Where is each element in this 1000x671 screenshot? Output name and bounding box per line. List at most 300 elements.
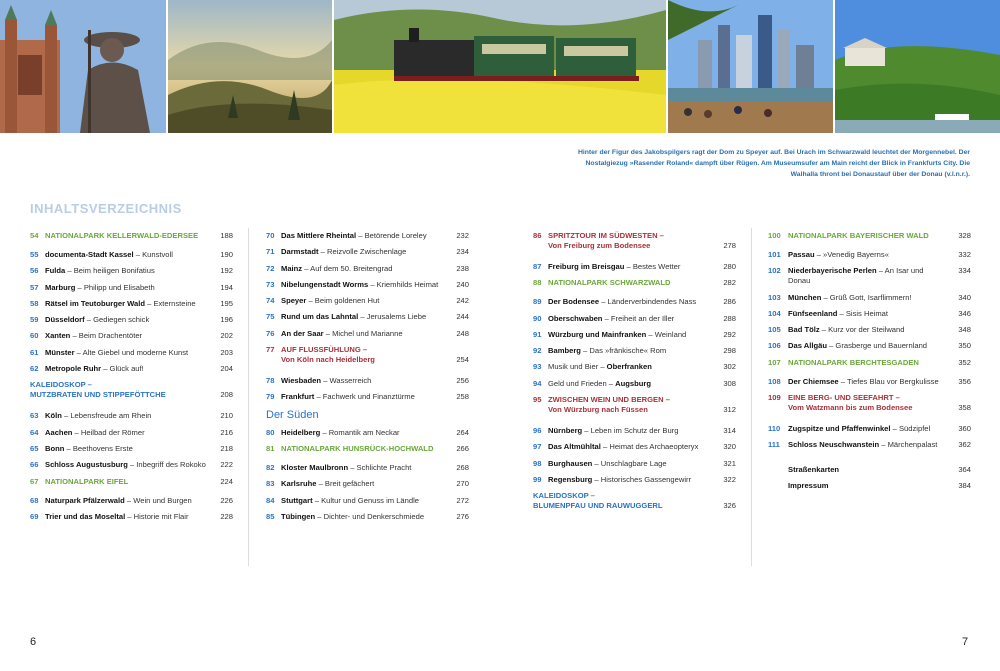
entry-subtitle: – Wasserreich	[321, 376, 372, 386]
entry-subtitle: – Sisis Heimat	[837, 308, 889, 318]
entry-subtitle: – Unschlagbare Lage	[592, 458, 667, 468]
entry-subtitle: Von Würzburg nach Füssen	[548, 405, 648, 415]
photo-black-forest-fog	[168, 0, 332, 133]
entry-subtitle: – Heimat des Archaeopteryx	[600, 442, 699, 452]
entry-main-title: Niederbayerische Perlen	[788, 266, 877, 276]
entry-number: 78	[266, 376, 275, 386]
toc-entry[interactable]	[30, 315, 233, 325]
entry-title	[45, 460, 233, 470]
toc-entry[interactable]	[30, 266, 233, 276]
entry-title	[45, 250, 233, 260]
toc-entry[interactable]	[768, 440, 971, 450]
entry-title	[45, 348, 233, 358]
entry-title	[281, 376, 469, 386]
entry-subtitle: BLUMENPFAU UND RAUWUGGERL	[533, 501, 663, 511]
toc-entry[interactable]	[533, 330, 736, 340]
entry-subtitle: – Romantik am Neckar	[320, 427, 400, 437]
entry-number: 57	[30, 282, 39, 292]
entry-number: 80	[266, 427, 275, 437]
toc-entry[interactable]	[266, 512, 469, 522]
entry-page-number: 348	[958, 325, 971, 335]
toc-title: INHALTSVERZEICHNIS	[30, 201, 182, 216]
entry-subtitle: – Kriemhilds Heimat	[368, 279, 439, 289]
entry-page-number: 238	[456, 263, 469, 273]
entry-page-number: 332	[958, 250, 971, 259]
entry-main-title: Wiesbaden	[281, 376, 322, 386]
entry-title	[281, 444, 469, 454]
entry-title	[281, 280, 469, 290]
entry-number: 94	[533, 378, 542, 388]
toc-entry[interactable]	[266, 428, 469, 438]
toc-entry[interactable]	[533, 314, 736, 324]
entry-number: 85	[266, 511, 275, 521]
toc-entry[interactable]	[30, 364, 233, 374]
page-number-right: 7	[962, 636, 969, 648]
entry-subtitle: – Grasberge und Bauernland	[826, 341, 928, 351]
photo-caption: Hinter der Figur des Jakobspilgers ragt der Dom zu Speyer auf. Bei Urach im Schwarzwald leuchtet der Morgennebel. Der Nostalgiezug »Rasender Roland« dampft über Rügen. Am Museumsufer am Main reicht der Blick in Frankfurts City. Die Walhalla thront bei Donaustauf über der Donau (v.l.n.r.).	[577, 149, 970, 178]
toc-entry[interactable]	[30, 477, 233, 487]
toc-entry[interactable]	[768, 358, 971, 368]
toc-entry[interactable]	[30, 428, 233, 438]
toc-entry[interactable]	[266, 496, 469, 506]
entry-title	[281, 247, 469, 257]
entry-title	[281, 345, 469, 365]
entry-number: 84	[266, 495, 275, 505]
entry-main-title: Der Bodensee	[548, 297, 600, 307]
entry-title	[788, 293, 971, 303]
entry-title	[45, 444, 233, 454]
entry-title	[788, 393, 971, 413]
entry-subtitle: – Wein und Burgen	[124, 495, 192, 505]
entry-title	[281, 463, 469, 473]
entry-page-number: 282	[723, 278, 736, 288]
entry-title	[281, 264, 469, 274]
entry-number: 90	[533, 313, 542, 323]
entry-subtitle: – Schlichte Pracht	[348, 462, 412, 472]
entry-number: 61	[30, 347, 39, 357]
entry-page-number: 358	[958, 403, 971, 413]
toc-entry[interactable]	[30, 512, 233, 522]
entry-title	[281, 296, 469, 306]
toc-entry[interactable]	[768, 309, 971, 319]
entry-subtitle: – Weinland	[646, 329, 687, 339]
toc-entry[interactable]	[768, 266, 971, 286]
entry-page-number: 276	[456, 511, 469, 521]
entry-title	[548, 395, 736, 415]
entry-page-number: 292	[723, 329, 736, 339]
entry-subtitle: – Beim heiligen Bonifatius	[65, 266, 155, 276]
entry-title	[548, 330, 736, 340]
entry-title	[548, 379, 736, 389]
entry-subtitle: – Alte Giebel und moderne Kunst	[74, 347, 189, 357]
entry-main-title: Speyer	[281, 296, 307, 306]
entry-number: 83	[266, 479, 275, 489]
entry-number: 73	[266, 279, 275, 289]
entry-subtitle: – Auf dem 50. Breitengrad	[302, 263, 393, 273]
toc-entry[interactable]	[768, 341, 971, 351]
entry-page-number: 352	[958, 357, 971, 367]
entry-title	[788, 309, 971, 319]
photo-strip	[0, 0, 1000, 133]
entry-title	[548, 314, 736, 324]
entry-page-number: 312	[723, 405, 736, 415]
entry-title	[45, 496, 233, 506]
entry-main-title: Geld und Frieden –	[548, 378, 616, 388]
entry-main-title: Straßenkarten	[788, 464, 840, 474]
entry-subtitle: – Reizvolle Zwischenlage	[318, 247, 407, 257]
toc-entry[interactable]	[768, 293, 971, 303]
entry-main-title: Schloss Neuschwanstein	[788, 440, 880, 450]
toc-entry[interactable]	[30, 380, 233, 400]
entry-number: 75	[266, 312, 275, 322]
entry-number: 108	[768, 376, 781, 386]
entry-page-number: 334	[958, 266, 971, 276]
entry-subtitle: – Kunstvoll	[133, 250, 173, 259]
entry-title	[788, 325, 971, 335]
entry-page-number: 258	[456, 392, 469, 402]
entry-page-number: 320	[723, 442, 736, 452]
entry-number: 69	[30, 511, 39, 521]
entry-number: 109	[768, 393, 781, 403]
entry-number: 82	[266, 462, 275, 472]
toc-entry[interactable]	[533, 395, 736, 415]
entry-subtitle: – Kurz vor der Steilwand	[819, 325, 905, 335]
entry-main-title: Aachen	[45, 427, 73, 437]
entry-main-title: Fulda	[45, 266, 66, 276]
entry-title	[788, 250, 971, 260]
entry-subtitle: – Beim goldenen Hut	[306, 296, 380, 306]
entry-title	[548, 346, 736, 356]
entry-number: 102	[768, 266, 781, 276]
entry-title	[788, 481, 971, 491]
entry-main-title: Das Mittlere Rheintal	[281, 231, 357, 240]
entry-page-number: 228	[220, 511, 233, 521]
entry-title	[548, 475, 736, 485]
entry-number: 62	[30, 364, 39, 374]
toc-entry[interactable]	[266, 247, 469, 257]
entry-title	[548, 362, 736, 372]
entry-main-title: Marburg	[45, 282, 76, 292]
entry-page-number: 346	[958, 308, 971, 318]
toc-entry[interactable]	[30, 411, 233, 421]
entry-number: 93	[533, 362, 542, 372]
entry-page-number: 360	[958, 424, 971, 434]
toc-entry[interactable]	[266, 264, 469, 274]
entry-page-number: 288	[723, 313, 736, 323]
entry-main-title: SPRITZTOUR IM SÜDWESTEN –	[548, 231, 664, 240]
section-heading-south: Der Süden	[266, 408, 319, 421]
entry-subtitle: – Gediegen schick	[84, 315, 150, 325]
entry-title	[281, 329, 469, 339]
entry-subtitle: – Historisches Gassengewirr	[592, 474, 692, 484]
entry-main-title: Impressum	[788, 480, 829, 490]
toc-column-2-south	[266, 428, 469, 522]
entry-page-number: 226	[220, 495, 233, 505]
entry-page-number: 314	[723, 426, 736, 436]
entry-main-title: Kloster Maulbronn	[281, 462, 349, 472]
entry-number: 97	[533, 442, 542, 452]
toc-entry[interactable]	[533, 475, 736, 485]
entry-main-title: NATIONALPARK BERCHTESGADEN	[788, 357, 919, 367]
entry-main-title: Fünfseenland	[788, 308, 838, 318]
toc-entry[interactable]	[266, 329, 469, 339]
entry-subtitle: – Länderverbindendes Nass	[599, 297, 697, 307]
entry-main-title: Naturpark Pfälzerwald	[45, 495, 125, 505]
entry-page-number: 280	[723, 262, 736, 271]
entry-title	[45, 428, 233, 438]
entry-main-title: Das Altmühltal	[548, 442, 601, 452]
toc-entry[interactable]	[533, 297, 736, 307]
entry-main-title: Bamberg	[548, 346, 581, 356]
entry-title	[281, 512, 469, 522]
toc-entry[interactable]	[533, 491, 736, 511]
entry-page-number: 234	[456, 247, 469, 257]
entry-number: 99	[533, 474, 542, 484]
entry-main-title: Würzburg und Mainfranken	[548, 329, 647, 339]
entry-subtitle: – Leben im Schutz der Burg	[582, 426, 679, 436]
toc-entry[interactable]	[266, 345, 469, 365]
entry-page-number: 216	[220, 427, 233, 437]
entry-subtitle: – Beethovens Erste	[64, 443, 133, 453]
entry-page-number: 232	[456, 231, 469, 240]
entry-page-number: 196	[220, 315, 233, 325]
entry-number: 101	[768, 250, 781, 259]
entry-page-number: 302	[723, 362, 736, 372]
toc-entry[interactable]	[266, 463, 469, 473]
entry-title	[45, 315, 233, 325]
entry-number: 91	[533, 329, 542, 339]
entry-main-title: An der Saar	[281, 328, 324, 338]
entry-number: 104	[768, 308, 781, 318]
entry-page-number: 195	[220, 298, 233, 308]
entry-number: 70	[266, 231, 275, 240]
entry-number: 81	[266, 443, 275, 453]
entry-title	[548, 426, 736, 436]
entry-page-number: 202	[220, 331, 233, 341]
photo-rasender-roland-train	[334, 0, 666, 133]
toc-entry[interactable]	[533, 379, 736, 389]
entry-subtitle: MUTZBRATEN UND STIPPEFÖTTCHE	[30, 390, 166, 400]
entry-page-number: 278	[723, 241, 736, 250]
entry-page-number: 208	[220, 390, 233, 400]
toc-entry[interactable]	[533, 426, 736, 436]
toc-entry[interactable]	[533, 442, 736, 452]
entry-title	[788, 440, 971, 450]
entry-number: 105	[768, 325, 781, 335]
photo-walhalla-danube	[835, 0, 1000, 133]
entry-title	[281, 479, 469, 489]
entry-number: 64	[30, 427, 39, 437]
entry-subtitle: – Inbegriff des Rokoko	[127, 460, 206, 470]
entry-page-number: 248	[456, 328, 469, 338]
entry-number: 107	[768, 357, 781, 367]
entry-main-title: Köln	[45, 411, 62, 421]
entry-main-title: Rund um das Lahntal	[281, 312, 359, 322]
toc-column-3	[533, 231, 736, 522]
entry-main-title: documenta-Stadt Kassel	[45, 250, 134, 259]
entry-page-number: 328	[958, 231, 971, 240]
entry-title	[548, 297, 736, 307]
toc-entry[interactable]	[30, 444, 233, 454]
entry-number: 74	[266, 296, 275, 306]
entry-subtitle: – Externsteine	[145, 298, 196, 308]
entry-title	[281, 392, 469, 402]
entry-number: 68	[30, 495, 39, 505]
entry-main-title: Burghausen	[548, 458, 593, 468]
toc-entry[interactable]	[30, 348, 233, 358]
toc-entry[interactable]	[30, 250, 233, 260]
entry-number: 100	[768, 231, 781, 240]
entry-main-title: Karlsruhe	[281, 479, 317, 489]
entry-title	[281, 428, 469, 438]
entry-title	[788, 424, 971, 434]
entry-main-title: NATIONALPARK SCHWARZWALD	[548, 278, 671, 288]
toc-entry[interactable]	[30, 460, 233, 470]
entry-main-title: Mainz	[281, 263, 303, 273]
entry-page-number: 350	[958, 341, 971, 351]
toc-entry[interactable]	[30, 496, 233, 506]
toc-entry[interactable]	[266, 392, 469, 402]
entry-main-title: Bad Tölz	[788, 325, 820, 335]
toc-entry[interactable]	[30, 299, 233, 309]
entry-main-title: Regensburg	[548, 474, 593, 484]
toc-entry[interactable]	[266, 376, 469, 386]
toc-column-2	[266, 231, 469, 528]
toc-entry[interactable]	[768, 481, 971, 491]
entry-number: 54	[30, 231, 39, 240]
entry-main-title: NATIONALPARK BAYERISCHER WALD	[788, 231, 929, 240]
entry-number: 66	[30, 460, 39, 470]
entry-main-title: Schloss Augustusburg	[45, 460, 128, 470]
entry-title	[788, 266, 971, 286]
entry-main-title: Nürnberg	[548, 426, 583, 436]
entry-number: 77	[266, 345, 275, 355]
entry-page-number: 326	[723, 501, 736, 511]
toc-entry[interactable]	[266, 280, 469, 290]
entry-subtitle: – Grüß Gott, Isarflimmern!	[821, 292, 912, 302]
entry-title	[548, 442, 736, 452]
entry-number: 103	[768, 292, 781, 302]
entry-title	[788, 465, 971, 475]
toc-entry[interactable]	[768, 465, 971, 475]
entry-page-number: 188	[220, 231, 233, 240]
toc-column-1	[30, 231, 233, 528]
entry-number: 106	[768, 341, 781, 351]
toc-entry[interactable]	[533, 278, 736, 288]
entry-page-number: 254	[456, 355, 469, 365]
toc-entry[interactable]	[768, 231, 971, 241]
entry-page-number: 203	[220, 347, 233, 357]
entry-subtitle: – Kultur und Genuss im Ländle	[312, 495, 420, 505]
entry-subtitle: – Freiheit an der Iller	[602, 313, 675, 323]
entry-page-number: 384	[958, 480, 971, 490]
entry-number: 59	[30, 315, 39, 325]
entry-title	[45, 299, 233, 309]
photo-frankfurt-skyline	[668, 0, 833, 133]
entry-number: 88	[533, 278, 542, 288]
toc-entry[interactable]	[30, 231, 233, 241]
toc-entry[interactable]	[30, 331, 233, 341]
entry-page-number: 244	[456, 312, 469, 322]
entry-number: 60	[30, 331, 39, 341]
toc-entry[interactable]	[266, 296, 469, 306]
entry-subtitle: – Fachwerk und Finanztürme	[314, 392, 415, 402]
entry-page-number: 322	[723, 474, 736, 484]
entry-number: 95	[533, 395, 542, 405]
entry-title	[281, 231, 469, 241]
toc-entry[interactable]	[768, 325, 971, 335]
entry-main-title: Frankfurt	[281, 392, 315, 402]
entry-page-number: 264	[456, 427, 469, 437]
entry-subtitle: Augsburg	[615, 378, 651, 388]
entry-main-title: Bonn	[45, 443, 65, 453]
entry-page-number: 224	[220, 476, 233, 486]
page-number-left: 6	[30, 636, 37, 648]
toc-entry[interactable]	[266, 444, 469, 454]
entry-title	[45, 411, 233, 421]
toc-entry[interactable]	[533, 231, 736, 251]
entry-title	[45, 477, 233, 487]
toc-entry[interactable]	[533, 459, 736, 469]
entry-main-title: Nibelungenstadt Worms	[281, 279, 369, 289]
toc-entry[interactable]	[533, 362, 736, 372]
entry-title	[30, 380, 233, 400]
entry-main-title: Darmstadt	[281, 247, 319, 257]
entry-subtitle: – Philipp und Elisabeth	[75, 282, 155, 292]
toc-entry[interactable]	[30, 283, 233, 293]
entry-main-title: München	[788, 292, 822, 302]
entry-main-title: Zugspitze und Pfaffenwinkel	[788, 424, 891, 434]
toc-column-2-west	[266, 231, 469, 402]
entry-main-title: Münster	[45, 347, 75, 357]
entry-main-title: Trier und das Moseltal	[45, 511, 126, 521]
entry-main-title: ZWISCHEN WEIN UND BERGEN –	[548, 395, 670, 405]
entry-page-number: 340	[958, 292, 971, 302]
entry-main-title: Heidelberg	[281, 427, 321, 437]
entry-page-number: 270	[456, 479, 469, 489]
entry-main-title: Tübingen	[281, 511, 316, 521]
entry-subtitle: – »Venedig Bayerns«	[814, 250, 889, 259]
entry-title	[548, 231, 736, 251]
toc-entry[interactable]	[768, 377, 971, 387]
entry-page-number: 204	[220, 364, 233, 374]
entry-main-title: Passau	[788, 250, 815, 259]
toc-entry[interactable]	[533, 346, 736, 356]
toc-entry[interactable]	[768, 393, 971, 413]
entry-title	[45, 331, 233, 341]
entry-page-number: 210	[220, 411, 233, 421]
entry-number: 96	[533, 426, 542, 436]
entry-page-number: 321	[723, 458, 736, 468]
entry-main-title: Stuttgart	[281, 495, 313, 505]
toc-entry[interactable]	[768, 250, 971, 260]
entry-title	[533, 491, 736, 511]
entry-number: 56	[30, 266, 39, 276]
toc-entry[interactable]	[266, 479, 469, 489]
entry-subtitle: – Betörende Loreley	[356, 231, 427, 240]
entry-page-number: 362	[958, 440, 971, 450]
entry-number: 76	[266, 328, 275, 338]
entry-subtitle: – Das »fränkische« Rom	[580, 346, 667, 356]
toc-entry[interactable]	[266, 312, 469, 322]
entry-page-number: 286	[723, 297, 736, 307]
toc-entry[interactable]	[266, 231, 469, 241]
toc-entry[interactable]	[533, 262, 736, 272]
entry-subtitle: – Glück auf!	[101, 364, 144, 374]
entry-page-number: 256	[456, 376, 469, 386]
entry-main-title: Düsseldorf	[45, 315, 85, 325]
toc-entry[interactable]	[768, 424, 971, 434]
